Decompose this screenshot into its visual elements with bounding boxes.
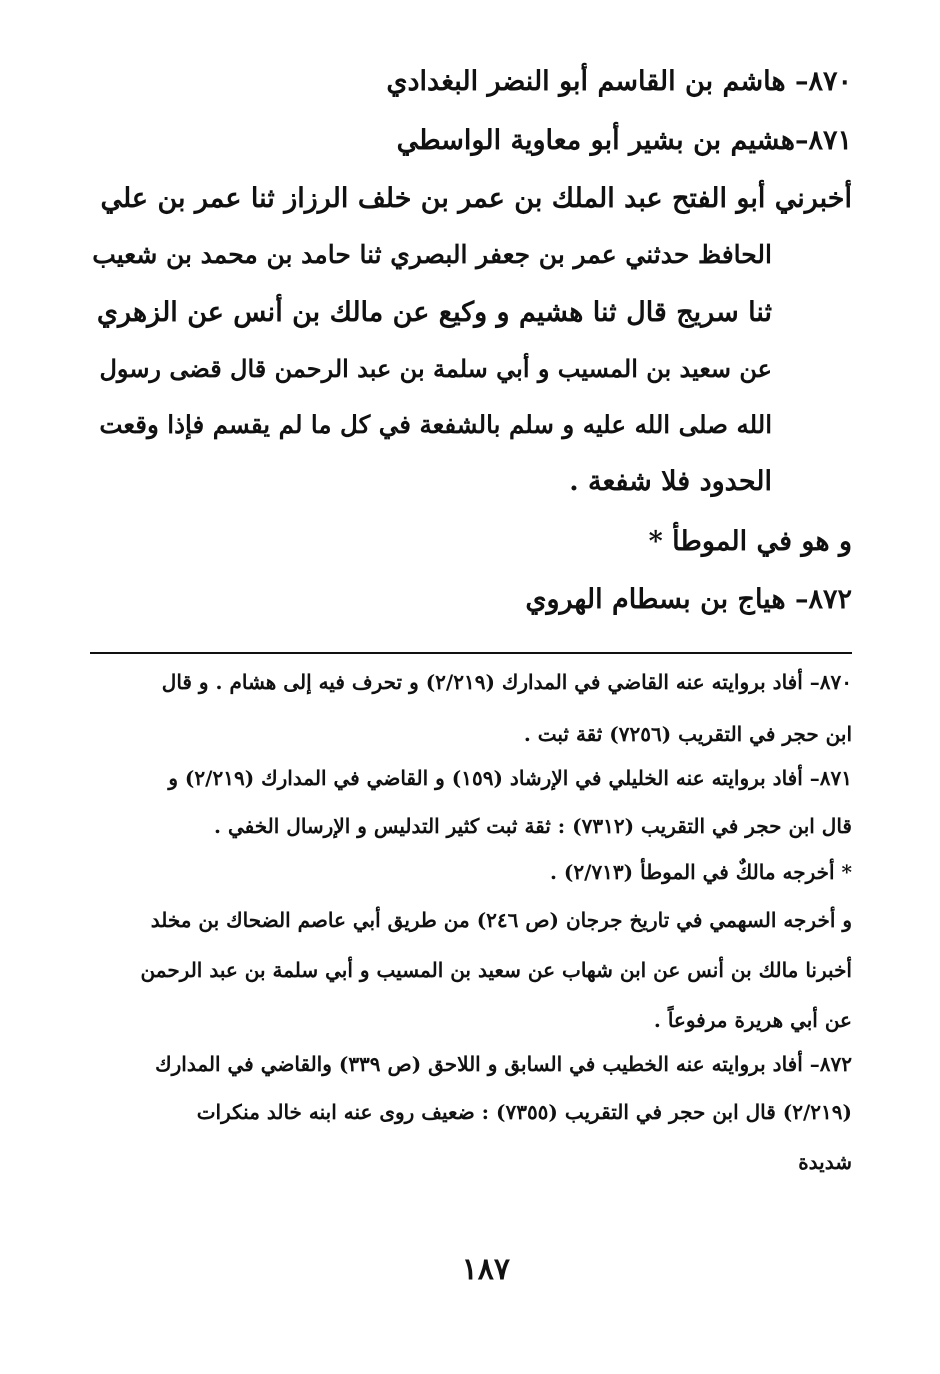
footnote-line: ٨٧٠– أفاد بروايته عنه القاضي في المدارك (٢/٢١٩) و تحرف فيه إلى هشام . و قال [161,670,852,694]
hadith-text-line: الحدود فلا شفعة . [569,466,772,497]
muwatta-note: و هو في الموطأ * [648,526,852,557]
footnote-line: قال ابن حجر في التقريب (٧٣١٢) : ثقة ثبت كثير التدليس و الإرسال الخفي . [214,814,852,838]
footnote-line: عن أبي هريرة مرفوعاً . [653,1008,852,1032]
footnote-line: ابن حجر في التقريب (٧٢٥٦) ثقة ثبت . [523,722,852,746]
footnote-line: أخبرنا مالك بن أنس عن ابن شهاب عن سعيد بن المسيب و أبي سلمة بن عبد الرحمن [140,958,852,982]
entry-870-heading: ٨٧٠– هاشم بن القاسم أبو النضر البغدادي [386,66,852,97]
footnote-line: و أخرجه السهمي في تاريخ جرجان (ص ٢٤٦) من طريق أبي عاصم الضحاك بن مخلد [150,908,852,932]
page-number: ١٨٧ [461,1252,510,1287]
footnote-line: (٢/٢١٩) قال ابن حجر في التقريب (٧٣٥٥) : ضعيف روى عنه ابنه خالد منكرات [196,1100,852,1124]
hadith-text-line: أخبرني أبو الفتح عبد الملك بن عمر بن خلف الرزاز ثنا عمر بن علي [100,183,852,214]
hadith-text-line: الله صلى الله عليه و سلم بالشفعة في كل ما لم يقسم فإذا وقعت [99,410,772,439]
footnote-line: ٨٧٢– أفاد بروايته عنه الخطيب في السابق و اللاحق (ص ٣٣٩) والقاضي في المدارك [155,1052,852,1076]
entry-872-heading: ٨٧٢– هياج بن بسطام الهروي [525,584,852,615]
hadith-text-line: عن سعيد بن المسيب و أبي سلمة بن عبد الرحمن قال قضى رسول [99,354,772,383]
footnote-line: شديدة [798,1150,852,1174]
footnote-line: ٨٧١– أفاد بروايته عنه الخليلي في الإرشاد (١٥٩) و القاضي في المدارك (٢/٢١٩) و [168,766,852,790]
hadith-text-line: ثنا سريج قال ثنا هشيم و وكيع عن مالك بن أنس عن الزهري [96,297,772,328]
footnote-line: * أخرجه مالكٌ في الموطأ (٢/٧١٣) . [550,860,852,884]
entry-871-heading: ٨٧١–هشيم بن بشير أبو معاوية الواسطي [396,125,852,156]
hadith-text-line: الحافظ حدثني عمر بن جعفر البصري ثنا حامد بن محمد بن شعيب [92,240,772,269]
footnote-divider [90,652,852,654]
